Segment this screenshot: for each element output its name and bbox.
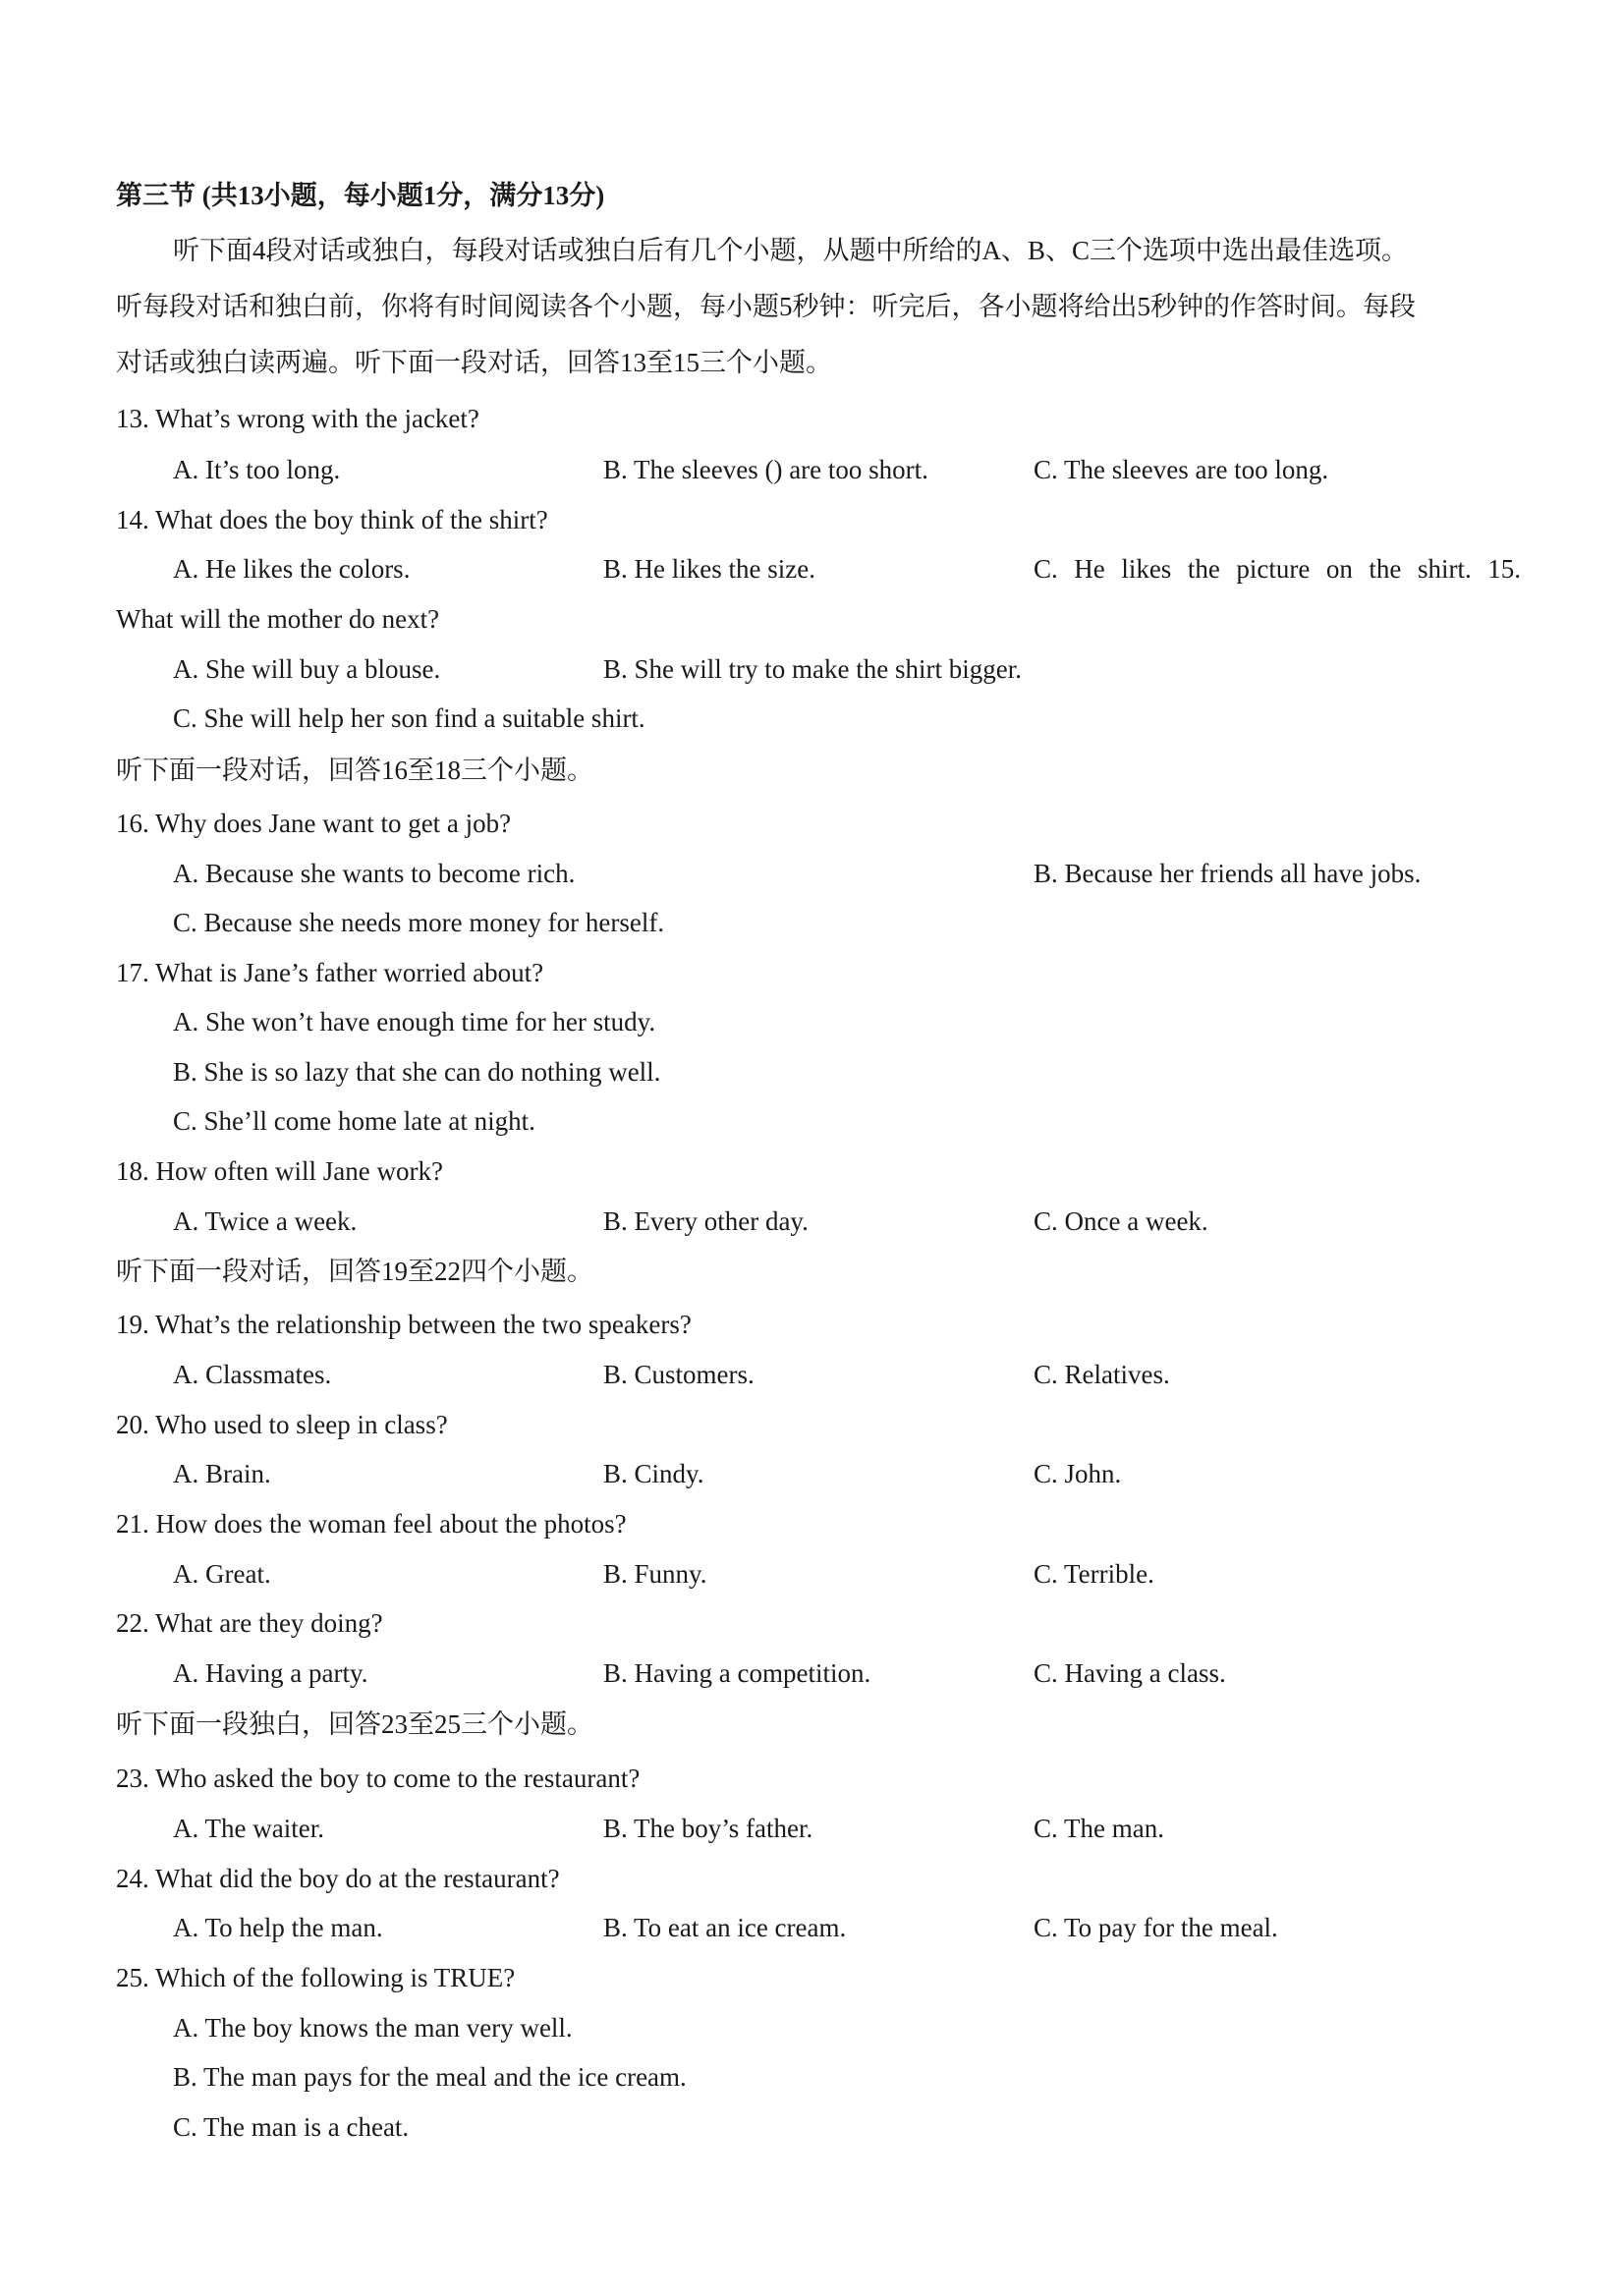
listening-instruction-23-25: 听下面一段独白，回答23至25三个小题。 bbox=[116, 1709, 593, 1739]
question-17-option-a: A. She won’t have enough time for her study. bbox=[173, 1007, 656, 1036]
question-15-option-a: A. She will buy a blouse. bbox=[173, 654, 441, 684]
question-25-option-c: C. The man is a cheat. bbox=[173, 2112, 410, 2142]
question-23-option-c: C. The man. bbox=[1034, 1814, 1164, 1843]
question-24-option-a: A. To help the man. bbox=[173, 1913, 383, 1942]
question-15-option-b: B. She will try to make the shirt bigger. bbox=[603, 654, 1022, 684]
question-13-option-b: B. The sleeves () are too short. bbox=[603, 455, 928, 484]
question-23-stem: 23. Who asked the boy to come to the restaurant? bbox=[116, 1764, 641, 1793]
question-14-option-b: B. He likes the size. bbox=[603, 554, 815, 584]
question-16-option-b: B. Because her friends all have jobs. bbox=[1034, 859, 1422, 888]
question-20-stem: 20. Who used to sleep in class? bbox=[116, 1410, 448, 1439]
question-18-option-a: A. Twice a week. bbox=[173, 1206, 358, 1236]
question-21-option-c: C. Terrible. bbox=[1034, 1559, 1154, 1589]
question-14-stem: 14. What does the boy think of the shirt? bbox=[116, 505, 548, 534]
intro-line-1: 听下面4段对话或独白，每段对话或独白后有几个小题，从题中所给的A、B、C三个选项中选出最佳选项。 bbox=[173, 236, 1409, 265]
question-22-option-a: A. Having a party. bbox=[173, 1658, 368, 1688]
question-17-option-b: B. She is so lazy that she can do nothing well. bbox=[173, 1057, 661, 1087]
question-22-stem: 22. What are they doing? bbox=[116, 1608, 383, 1638]
question-17-option-c: C. She’ll come home late at night. bbox=[173, 1106, 535, 1136]
question-15-option-c: C. She will help her son find a suitable shirt. bbox=[173, 703, 645, 733]
question-18-stem: 18. How often will Jane work? bbox=[116, 1156, 443, 1186]
question-14-option-a: A. He likes the colors. bbox=[173, 554, 411, 584]
question-25-option-b: B. The man pays for the meal and the ice cream. bbox=[173, 2062, 687, 2092]
option-c-word: picture bbox=[1236, 554, 1311, 584]
question-23-option-a: A. The waiter. bbox=[173, 1814, 324, 1843]
question-25-stem: 25. Which of the following is TRUE? bbox=[116, 1963, 516, 1992]
question-15-stem: What will the mother do next? bbox=[116, 604, 440, 634]
option-c-word: C. bbox=[1034, 554, 1058, 584]
listening-instruction-19-22: 听下面一段对话，回答19至22四个小题。 bbox=[116, 1257, 593, 1286]
question-22-option-b: B. Having a competition. bbox=[603, 1658, 871, 1688]
question-18-option-b: B. Every other day. bbox=[603, 1206, 809, 1236]
listening-instruction-16-18: 听下面一段对话，回答16至18三个小题。 bbox=[116, 756, 593, 785]
question-19-stem: 19. What’s the relationship between the two speakers? bbox=[116, 1310, 692, 1339]
intro-line-3: 对话或独白读两遍。听下面一段对话，回答13至15三个小题。 bbox=[116, 348, 832, 377]
section-heading: 第三节 (共13小题，每小题1分，满分13分) bbox=[116, 181, 605, 210]
question-17-stem: 17. What is Jane’s father worried about? bbox=[116, 958, 544, 987]
question-19-option-a: A. Classmates. bbox=[173, 1360, 332, 1389]
question-16-stem: 16. Why does Jane want to get a job? bbox=[116, 809, 512, 838]
question-24-option-b: B. To eat an ice cream. bbox=[603, 1913, 847, 1942]
question-16-option-c: C. Because she needs more money for herself. bbox=[173, 908, 665, 937]
option-c-word: the bbox=[1369, 554, 1402, 584]
question-21-stem: 21. How does the woman feel about the photos? bbox=[116, 1509, 627, 1539]
question-20-option-b: B. Cindy. bbox=[603, 1459, 704, 1488]
question-19-option-c: C. Relatives. bbox=[1034, 1360, 1170, 1389]
question-25-option-a: A. The boy knows the man very well. bbox=[173, 2013, 573, 2043]
option-c-word: He bbox=[1074, 554, 1105, 584]
question-19-option-b: B. Customers. bbox=[603, 1360, 755, 1389]
question-24-stem: 24. What did the boy do at the restaurant? bbox=[116, 1864, 560, 1893]
question-16-option-a: A. Because she wants to become rich. bbox=[173, 859, 576, 888]
option-c-word: the bbox=[1187, 554, 1220, 584]
question-21-option-a: A. Great. bbox=[173, 1559, 271, 1589]
option-c-word: on bbox=[1325, 554, 1353, 584]
question-18-option-c: C. Once a week. bbox=[1034, 1206, 1208, 1236]
option-c-word: 15. bbox=[1487, 554, 1521, 584]
option-c-word: likes bbox=[1121, 554, 1172, 584]
question-22-option-c: C. Having a class. bbox=[1034, 1658, 1226, 1688]
question-13-stem: 13. What’s wrong with the jacket? bbox=[116, 404, 479, 433]
question-20-option-a: A. Brain. bbox=[173, 1459, 271, 1488]
question-20-option-c: C. John. bbox=[1034, 1459, 1122, 1488]
question-13-option-a: A. It’s too long. bbox=[173, 455, 341, 484]
question-24-option-c: C. To pay for the meal. bbox=[1034, 1913, 1278, 1942]
question-14-option-c bbox=[1034, 556, 1521, 583]
question-23-option-b: B. The boy’s father. bbox=[603, 1814, 813, 1843]
option-c-word: shirt. bbox=[1417, 554, 1472, 584]
intro-line-2: 听每段对话和独白前，你将有时间阅读各个小题，每小题5秒钟：听完后，各小题将给出5秒钟的作答时间。每段 bbox=[116, 292, 1416, 321]
question-13-option-c: C. The sleeves are too long. bbox=[1034, 455, 1329, 484]
question-21-option-b: B. Funny. bbox=[603, 1559, 707, 1589]
